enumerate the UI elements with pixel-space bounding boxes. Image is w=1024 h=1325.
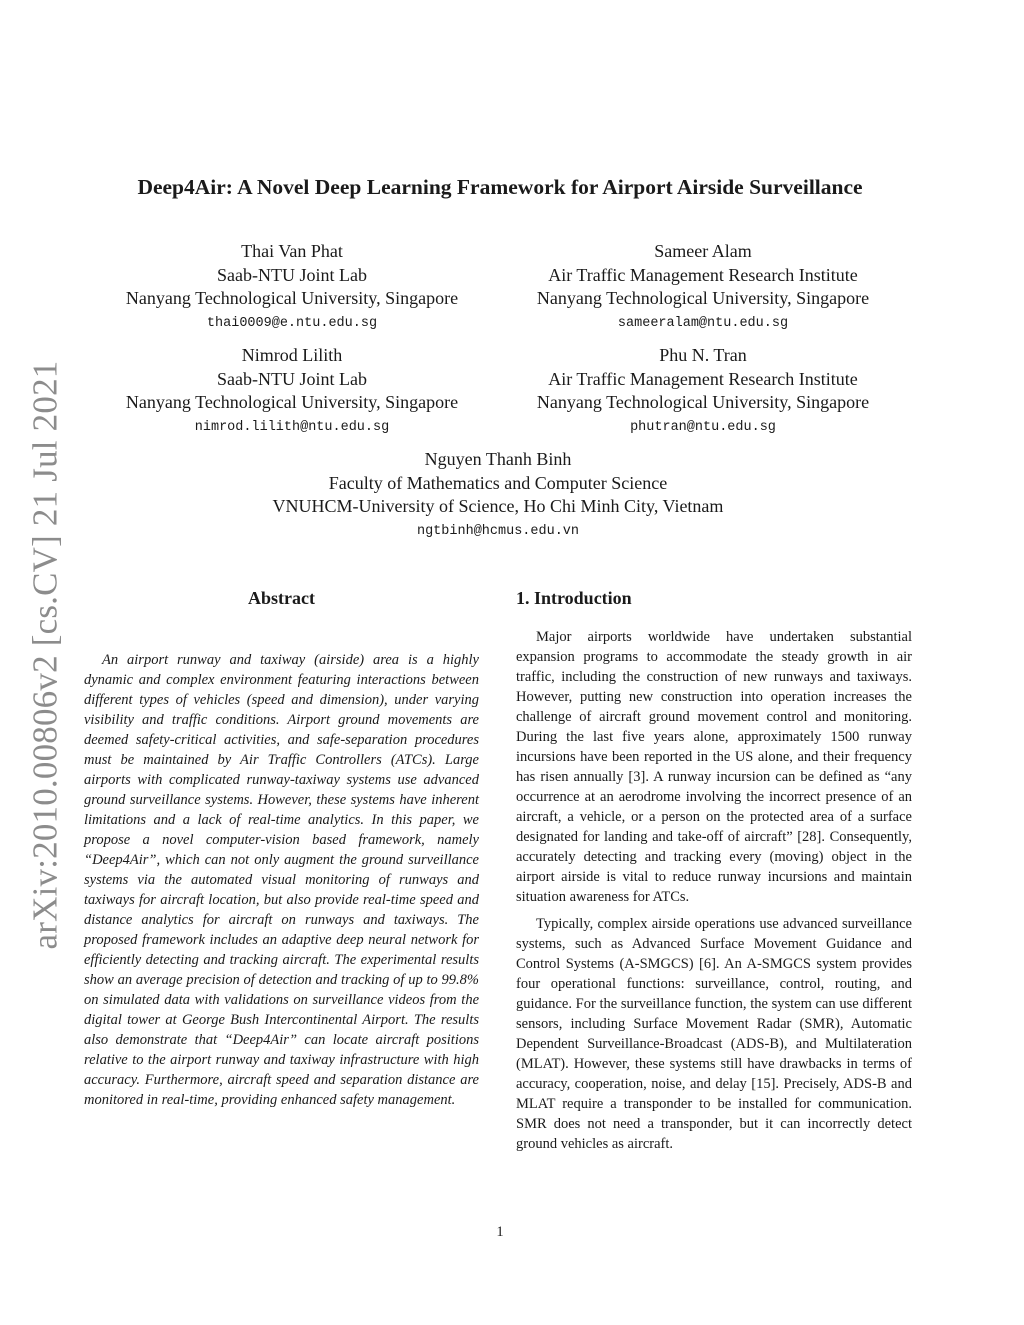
- author-email: thai0009@e.ntu.edu.sg: [206, 315, 378, 331]
- abstract-heading: Abstract: [248, 588, 315, 608]
- author-affiliation: VNUHCM-University of Science, Ho Chi Minh City, Vietnam: [272, 496, 724, 516]
- arxiv-identifier-text: arXiv:2010.00806v2 [cs.CV] 21 Jul 2021: [25, 360, 65, 950]
- abstract-text: An airport runway and taxiway (airside) area is a highly dynamic and complex environment featuring interactions between different types of vehicles (speed and dimension), under varying visibility and traffic conditions. Airport ground movements are deemed safety-critical activities, and safe-separation procedures must be maintained by Air Traffic Controllers (ATCs). Large airports with complicated runway-taxiway systems use advanced ground surveillance systems. However, these systems have inherent limitations and a lack of real-time analytics. In this paper, we propose a novel computer-vision based framework, namely “Deep4Air”, which can not only augment the ground surveillance systems via the automated visual monitoring of runways and taxiways for aircraft location, but also provide real-time speed and distance analytics for aircraft on runways and taxiways. The proposed framework includes an adaptive deep neural network for efficiently detecting and tracking aircraft. The experimental results show an average precision of detection and tracking of up to 99.8% on simulated data with validations on surveillance videos from the digital tower at George Bush Intercontinental Airport. The results also demonstrate that “Deep4Air” can locate aircraft positions relative to the airport runway and taxiway infrastructure with high accuracy. Furthermore, aircraft speed and separation distance are monitored in real-time, providing enhanced safety management.: [84, 652, 479, 1108]
- author-affiliation: Nanyang Technological University, Singapore: [536, 392, 870, 412]
- author-block: [198, 448, 798, 542]
- introduction-paragraph: Major airports worldwide have undertaken substantial expansion programs to accommodate the steady growth in air traffic, including the construction of new runways and taxiways. However, putting new construction into operation increases the challenge of aircraft ground movement control and monitoring. During the last five years alone, approximately 1500 runway incursions have been reported in the US alone, and their frequency has risen annually [3]. A runway incursion can be defined as “any occurrence at an aerodrome involving the incorrect presence of an aircraft, a vehicle, or a person on the protected area of a surface designated for landing and take-off of aircraft” [28]. Consequently, accurately detecting and tracking every (moving) object in the airport airside is vital to reduce runway incursions and maintain situation awareness for ATCs.: [516, 629, 912, 905]
- author-affiliation: Nanyang Technological University, Singapore: [125, 392, 459, 412]
- author-email: ngtbinh@hcmus.edu.vn: [416, 523, 580, 539]
- paper-title: Deep4Air: A Novel Deep Learning Framework for Airport Airside Surveillance: [137, 175, 863, 199]
- author-name: Sameer Alam: [654, 241, 752, 261]
- author-affiliation: Faculty of Mathematics and Computer Science: [328, 472, 668, 493]
- author-block: [498, 344, 908, 438]
- author-email: sameeralam@ntu.edu.sg: [617, 315, 789, 331]
- author-affiliation: Air Traffic Management Research Institute: [548, 368, 858, 389]
- author-name: Phu N. Tran: [659, 345, 747, 365]
- abstract-section: [84, 586, 479, 1125]
- author-name: Thai Van Phat: [241, 241, 343, 261]
- author-block: [498, 240, 908, 334]
- author-name: Nimrod Lilith: [241, 345, 343, 365]
- author-affiliation: Saab-NTU Joint Lab: [217, 368, 367, 389]
- author-email: phutran@ntu.edu.sg: [630, 419, 776, 435]
- introduction-section: [516, 586, 912, 1154]
- author-block: [92, 344, 492, 438]
- author-affiliation: Nanyang Technological University, Singapore: [536, 288, 870, 308]
- author-name: Nguyen Thanh Binh: [424, 449, 572, 469]
- author-affiliation: Nanyang Technological University, Singapore: [125, 288, 459, 308]
- page-number: 1: [496, 1224, 504, 1240]
- author-affiliation: Air Traffic Management Research Institute: [548, 264, 858, 285]
- arxiv-identifier: [10, 360, 80, 950]
- author-affiliation: Saab-NTU Joint Lab: [217, 264, 367, 285]
- introduction-paragraph: Typically, complex airside operations use advanced surveillance systems, such as Advanced Surface Movement Guidance and Control Systems (A-SMGCS) [6]. An A-SMGCS system provides four operational functions: surveillance, control, routing, and guidance. For the surveillance function, the system can use different sensors, including Surface Movement Radar (SMR), Automatic Dependent Surveillance-Broadcast (ADS-B), and Multilateration (MLAT). However, these systems still have drawbacks in terms of accuracy, cooperation, noise, and delay [15]. Precisely, ADS-B and MLAT require a transponder to be installed for communication. SMR does not need a transponder, but it can incorrectly detect ground vehicles as aircraft.: [516, 916, 912, 1152]
- author-email: nimrod.lilith@ntu.edu.sg: [194, 419, 390, 435]
- author-block: [92, 240, 492, 334]
- introduction-heading: 1. Introduction: [516, 588, 632, 608]
